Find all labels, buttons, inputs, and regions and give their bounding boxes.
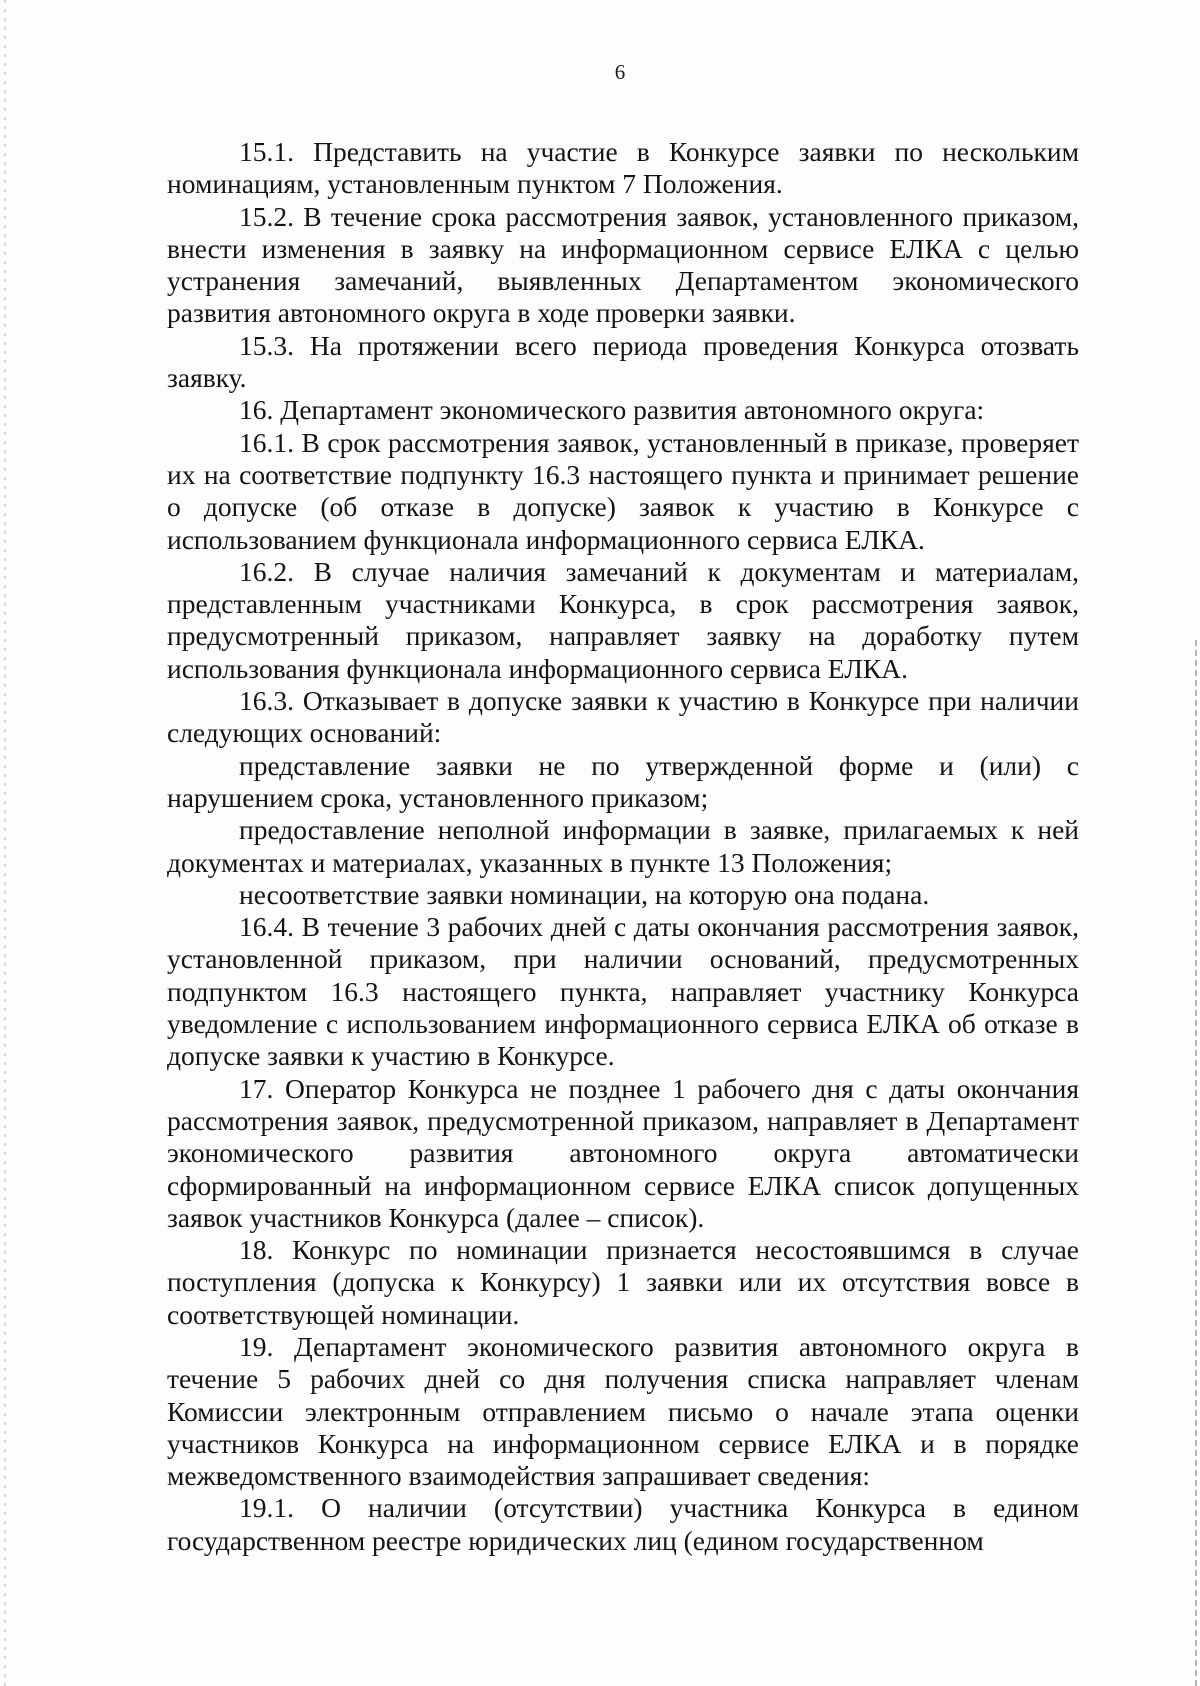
paragraph-16-2: 16.2. В случае наличия замечаний к документам и материалам, представленным участниками Конкурса, в срок рассмотрения заявок, предусмотренный приказом, направляет заявку на доработку путем использования функционала информационного сервиса ЕЛКА. (167, 555, 1079, 684)
page-number: 6 (614, 60, 626, 84)
scan-edge-right (1195, 640, 1197, 1686)
scan-edge-left (4, 0, 6, 1686)
paragraph-15-2: 15.2. В течение срока рассмотрения заявок, установленного приказом, внести изменения в заявку на информационном сервисе ЕЛКА с целью устранения замечаний, выявленных Департаментом экономического развития автономного округа в ходе проверки заявки. (167, 200, 1079, 329)
paragraph-16-3: 16.3. Отказывает в допуске заявки к участию в Конкурсе при наличии следующих оснований: (167, 685, 1079, 749)
paragraph-18: 18. Конкурс по номинации признается несостоявшимся в случае поступления (допуска к Конкурсу) 1 заявки или их отсутствия вовсе в соответствующей номинации. (167, 1234, 1079, 1330)
paragraph-19-1: 19.1. О наличии (отсутствии) участника Конкурса в едином государственном реестре юридических лиц (едином государственном (167, 1492, 1079, 1556)
paragraph-16-3-item-2: предоставление неполной информации в заявке, прилагаемых к ней документах и материалах, указанных в пункте 13 Положения; (167, 814, 1079, 878)
paragraph-16-4: 16.4. В течение 3 рабочих дней с даты окончания рассмотрения заявок, установленной приказом, при наличии оснований, предусмотренных подпунктом 16.3 настоящего пункта, направляет участнику Конкурса уведомление с использованием информационного сервиса ЕЛКА об отказе в допуске заявки к участию в Конкурсе. (167, 911, 1079, 1072)
paragraph-15-1: 15.1. Представить на участие в Конкурсе заявки по нескольким номинациям, установленным пунктом 7 Положения. (167, 136, 1079, 200)
paragraph-15-3: 15.3. На протяжении всего периода проведения Конкурса отозвать заявку. (167, 329, 1079, 394)
paragraph-16-1: 16.1. В срок рассмотрения заявок, установленный в приказе, проверяет их на соответствие подпункту 16.3 настоящего пункта и принимает решение о допуске (об отказе в допуске) заявок к участию в Конкурсе с использованием функционала информационного сервиса ЕЛКА. (167, 426, 1079, 555)
paragraph-17: 17. Оператор Конкурса не позднее 1 рабочего дня с даты окончания рассмотрения заявок, предусмотренной приказом, направляет в Департамент экономического развития автономного округа автоматически сформированный на информационном сервисе ЕЛКА список допущенных заявок участников Конкурса (далее – список). (167, 1072, 1079, 1233)
paragraph-19: 19. Департамент экономического развития автономного округа в течение 5 рабочих дней со дня получения списка направляет членам Комиссии электронным отправлением письмо о начале этапа оценки участников Конкурса на информационном сервисе ЕЛКА и в порядке межведомственного взаимодействия запрашивает сведения: (167, 1330, 1079, 1492)
paragraph-16-3-item-3: несоответствие заявки номинации, на которую она подана. (239, 878, 930, 910)
paragraph-16: 16. Департамент экономического развития автономного округа: (239, 394, 985, 426)
document-body (167, 136, 1079, 1557)
paragraph-16-3-item-1: представление заявки не по утвержденной форме и (или) с нарушением срока, установленного приказом; (167, 749, 1079, 813)
